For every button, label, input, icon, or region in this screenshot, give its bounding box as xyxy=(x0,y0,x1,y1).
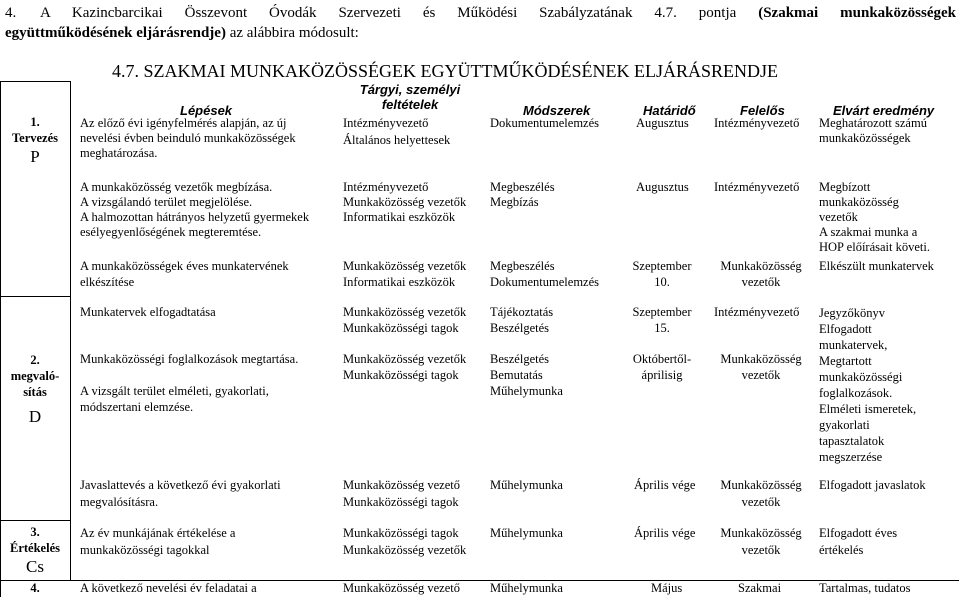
phase-divider-2 xyxy=(0,520,70,521)
row2-responsible: Intézményvezető xyxy=(714,180,800,194)
row4-method: Tájékoztatás Beszélgetés xyxy=(490,305,554,335)
row3-result: Elkészült munkatervek xyxy=(819,259,934,273)
row2-step: A munkaközösség vezetők megbízása. A vizsgálandó terület megjelölése. A halmozottan hátrányos helyzetű gyermekek esélyegyenlőségének megteremtése. xyxy=(80,180,310,239)
row3-method: Megbeszélés Dokumentumelemzés xyxy=(490,259,599,289)
phase-planning: 1. Tervezés P xyxy=(11,115,59,166)
row3-resources: Munkaközösség vezetők Informatikai eszközök xyxy=(343,259,467,289)
row7-resources: Munkaközösségi tagok Munkaközösség vezetők xyxy=(343,526,467,557)
row6-responsible: Munkaközösség vezetők xyxy=(720,478,802,509)
row8-responsible: Szakmai xyxy=(738,581,782,595)
row2-deadline: Augusztus xyxy=(636,180,689,194)
document-title: 4.7. SZAKMAI MUNKAKÖZÖSSÉGEK EGYÜTTMŰKÖDÉSÉNEK ELJÁRÁSRENDJE xyxy=(112,61,778,81)
row7-responsible: Munkaközösség vezetők xyxy=(720,526,802,557)
row8-result: Tartalmas, tudatos xyxy=(819,581,911,595)
intro-line-1: A Kazincbarcikai Összevont Óvodák Szervezeti és Működési Szabályzatának 4.7. pontja (Szakmai munkaközösségek xyxy=(40,5,956,21)
row2-resources: Intézményvezető Munkaközösség vezetők Informatikai eszközök xyxy=(343,180,467,224)
row1-responsible: Intézményvezető xyxy=(714,116,800,130)
row5-step: Munkaközösségi foglalkozások megtartása. xyxy=(80,352,299,366)
header-felelos: Felelős xyxy=(740,103,785,118)
row1-resources: Intézményvezető Általános helyettesek xyxy=(343,116,451,147)
row8-method: Műhelymunka xyxy=(490,581,563,595)
phase-divider-1 xyxy=(0,296,70,297)
row5-resources: Munkaközösség vezetők Munkaközösségi tagok xyxy=(343,352,467,382)
phase-top-border xyxy=(0,81,70,82)
row6-step: Javaslattevés a következő évi gyakorlati megvalósításra. xyxy=(80,478,281,509)
phase-evaluation: 3. Értékelés Cs xyxy=(10,525,60,576)
row4-deadline: Szeptember 15. xyxy=(632,305,692,335)
row1-deadline: Augusztus xyxy=(636,116,689,130)
row6-deadline: Április vége xyxy=(634,478,696,492)
row7-deadline: Április vége xyxy=(634,526,696,540)
row1-method: Dokumentumelemzés xyxy=(490,116,599,130)
row4-resources: Munkaközösség vezetők Munkaközösségi tagok xyxy=(343,305,467,335)
row1-step: Az előző évi igényfelmérés alapján, az új nevelési évben beinduló munkaközösségek meghatározása. xyxy=(80,116,296,160)
row2-result: Megbízott munkaközösség vezetők A szakmai munka a HOP előírásait követi. xyxy=(819,180,930,254)
row5-method: Beszélgetés Bemutatás Műhelymunka xyxy=(490,352,563,398)
header-hatarido: Határidő xyxy=(643,103,696,118)
header-feltetelek: Tárgyi, személyi feltételek xyxy=(359,82,461,112)
row6-resources: Munkaközösség vezető Munkaközösségi tagok xyxy=(343,478,460,509)
row7-result: Elfogadott éves értékelés xyxy=(819,526,898,557)
row7-step: Az év munkájának értékelése a munkaközösségi tagokkal xyxy=(80,526,236,557)
row8-resources: Munkaközösség vezető xyxy=(343,581,460,595)
row4-step: Munkatervek elfogadtatása xyxy=(80,305,216,319)
row4-5-result: Jegyzőkönyv Elfogadott munkatervek, Megtartott munkaközösségi foglalkozások. Elméleti ismeretek, gyakorlati tapasztalatok megszerzése xyxy=(819,306,917,464)
row1-result: Meghatározott számú munkaközösségek xyxy=(819,116,927,145)
row8-deadline: Május xyxy=(651,581,683,595)
row5-step-analysis: A vizsgált terület elméleti, gyakorlati, módszertani elemzése. xyxy=(80,384,269,414)
row6-result: Elfogadott javaslatok xyxy=(819,478,926,492)
phase-4-number: 4. xyxy=(30,581,40,595)
row3-deadline: Szeptember 10. xyxy=(632,259,692,289)
row4-responsible: Intézményvezető xyxy=(714,305,800,319)
row3-responsible: Munkaközösség vezetők xyxy=(720,259,802,289)
row2-method: Megbeszélés Megbízás xyxy=(490,180,555,209)
row7-method: Műhelymunka xyxy=(490,526,563,540)
intro-line-2: együttműködésének eljárásrendje) az alábbira módosult: xyxy=(5,25,359,41)
row5-responsible: Munkaközösség vezetők xyxy=(720,352,802,382)
row6-method: Műhelymunka xyxy=(490,478,563,492)
row5-deadline: Októbertől- áprilisig xyxy=(632,352,692,382)
header-modszerek: Módszerek xyxy=(523,103,591,118)
intro-number: 4. xyxy=(5,5,17,21)
row8-step: A következő nevelési év feladatai a xyxy=(80,581,257,595)
header-eredmeny: Elvárt eredmény xyxy=(833,103,935,118)
row3-step: A munkaközösségek éves munkatervének elkészítése xyxy=(80,259,289,289)
header-lepesek: Lépések xyxy=(180,103,233,118)
phase-column-border xyxy=(70,81,71,580)
phase-implementation: 2. megvaló- sítás D xyxy=(10,353,60,426)
